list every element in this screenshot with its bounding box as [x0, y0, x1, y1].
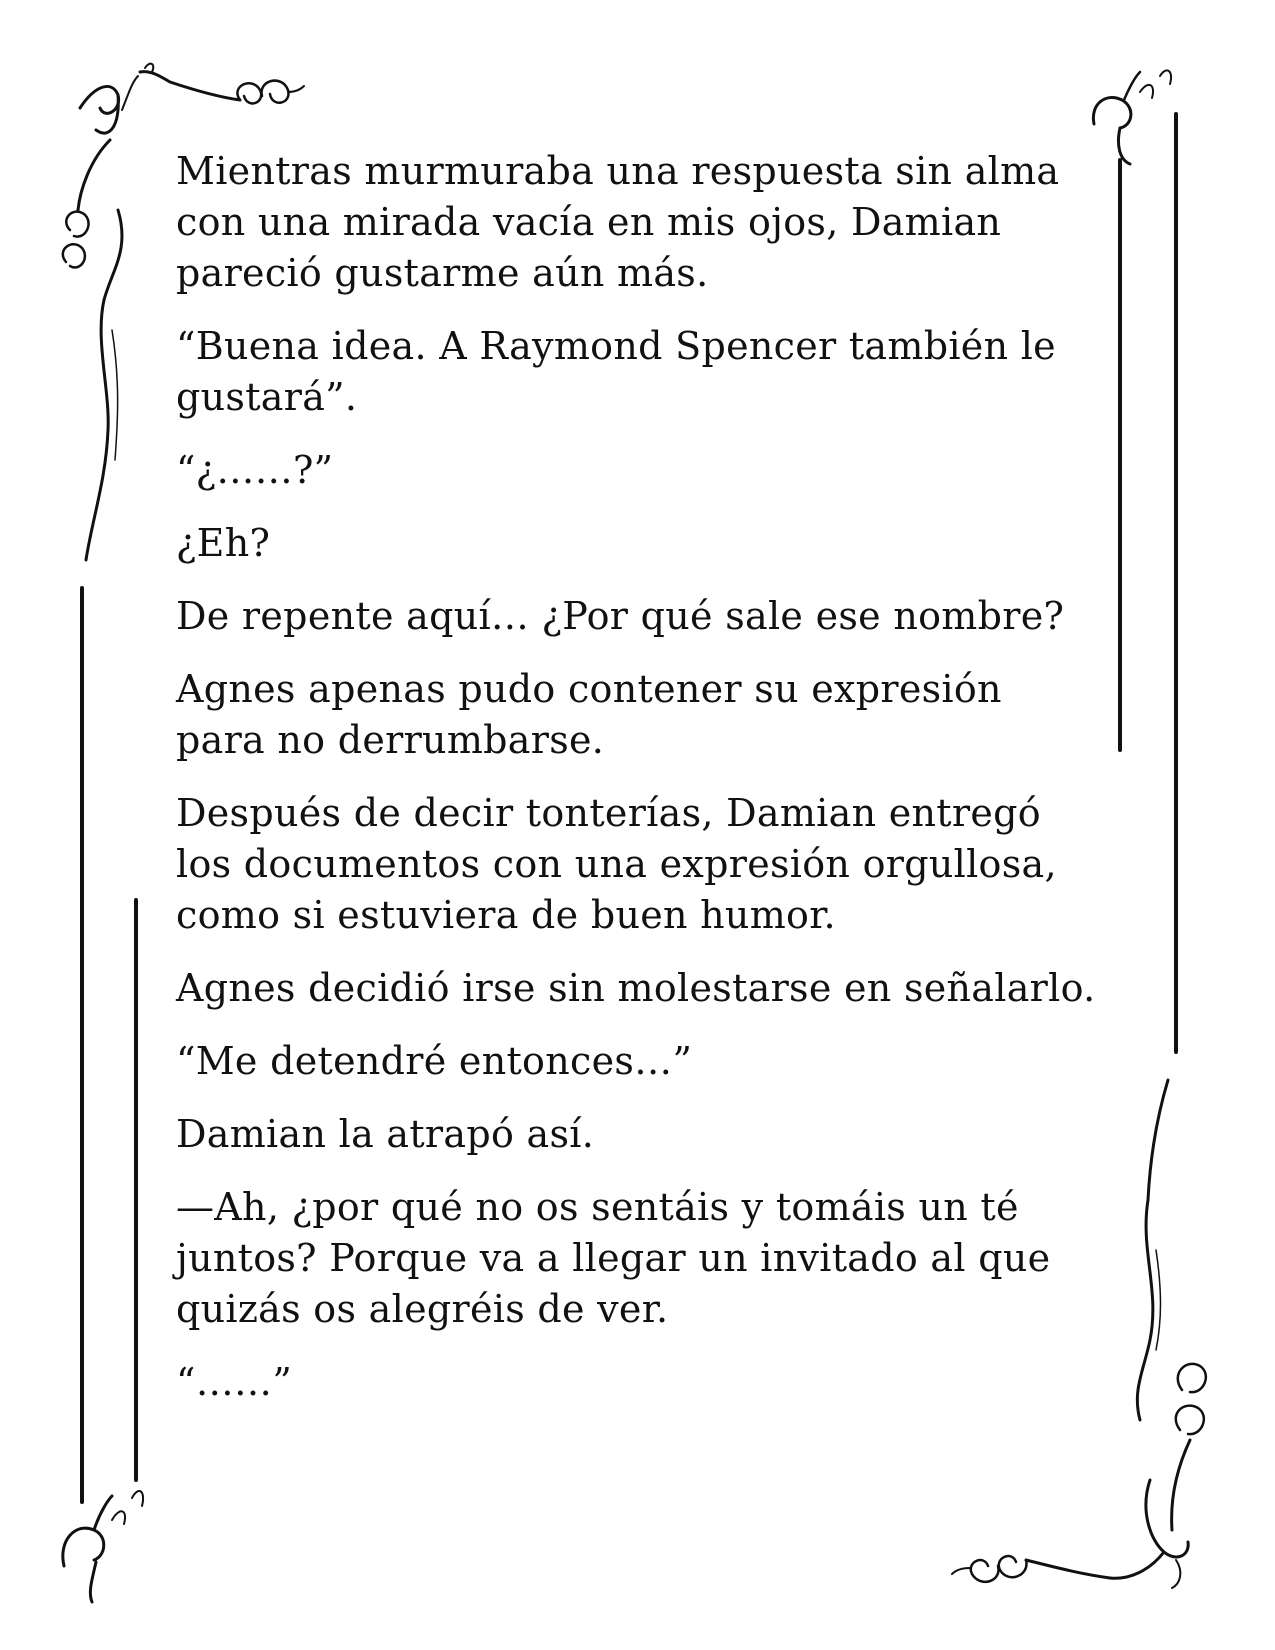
top-right-flourish-icon: [1093, 70, 1171, 164]
paragraph: “Me detendré entonces…”: [176, 1039, 693, 1083]
paragraph: “……”: [176, 1360, 293, 1404]
paragraph: “¿……?”: [176, 448, 334, 492]
chapter-text: [176, 146, 1096, 1430]
paragraph: —Ah, ¿por qué no os sentáis y tomáis un té juntos? Porque va a llegar un invitado al que quizás os alegréis de ver.: [176, 1185, 1063, 1331]
paragraph: De repente aquí… ¿Por qué sale ese nombre?: [176, 594, 1065, 638]
bottom-left-flourish-icon: [63, 1491, 143, 1602]
paragraph: Agnes decidió irse sin molestarse en señalarlo.: [176, 966, 1096, 1010]
paragraph: Agnes apenas pudo contener su expresión para no derrumbarse.: [176, 667, 1015, 762]
paragraph: Damian la atrapó así.: [176, 1112, 595, 1156]
paragraph: ¿Eh?: [176, 521, 271, 565]
paragraph: Después de decir tonterías, Damian entregó los documentos con una expresión orgullosa, como si estuviera de buen humor.: [176, 791, 1070, 937]
paragraph: Mientras murmuraba una respuesta sin alma con una mirada vacía en mis ojos, Damian pareció gustarme aún más.: [176, 149, 1072, 295]
paragraph: “Buena idea. A Raymond Spencer también le gustará”.: [176, 324, 1069, 419]
